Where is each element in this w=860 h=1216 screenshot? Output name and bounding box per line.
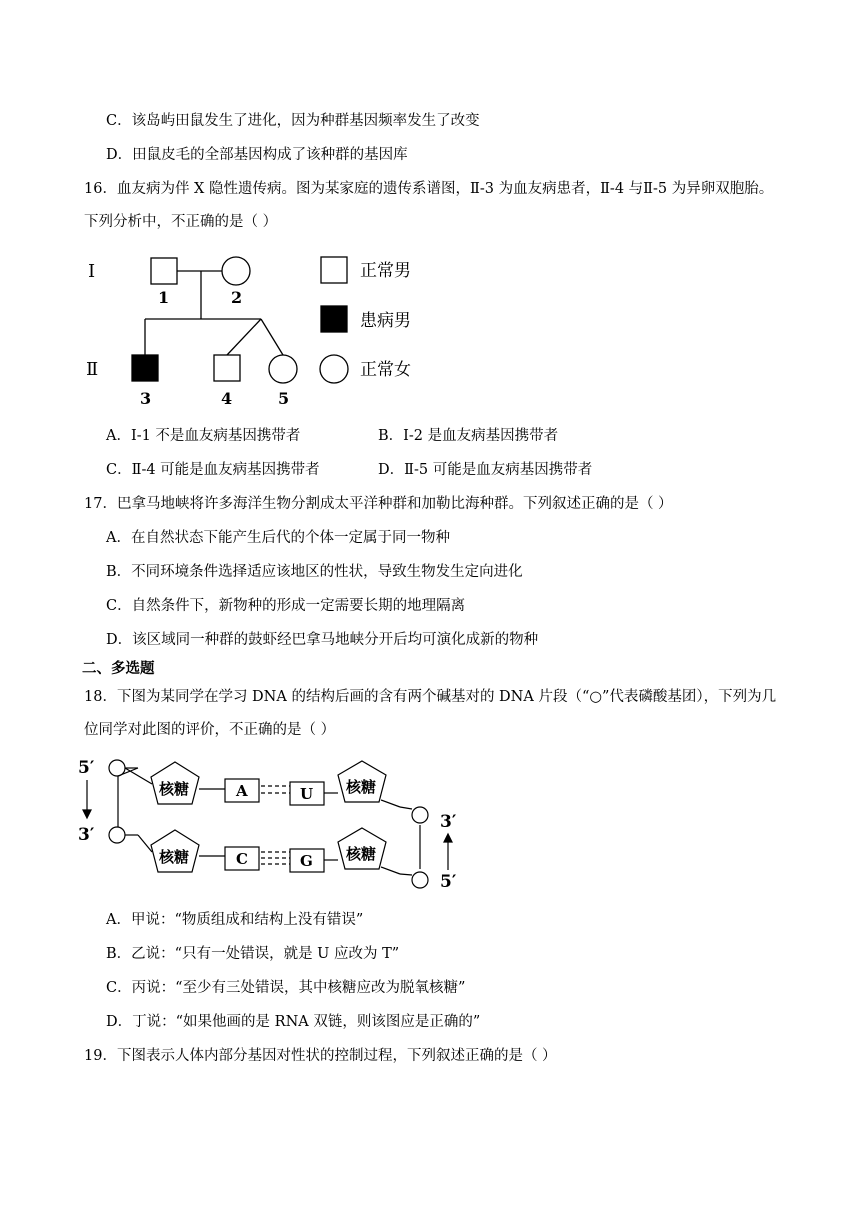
generation-II-label: Ⅱ <box>86 359 99 380</box>
q19-stem: 19．下图表示人体内部分基因对性状的控制过程，下列叙述正确的是（ ） <box>84 1048 557 1064</box>
sugar-label-right-bottom: 核糖 <box>346 845 377 863</box>
q16-option-d: D．Ⅱ-5 可能是血友病基因携带者 <box>378 462 593 478</box>
q16-option-c: C．Ⅱ-4 可能是血友病基因携带者 <box>106 462 320 478</box>
base-label-C: C <box>236 850 248 868</box>
base-label-U: U <box>300 785 314 803</box>
q18-option-b: B．乙说：“只有一处错误，就是 U 应改为 T” <box>106 946 400 962</box>
label-3prime-right: 3′ <box>440 812 457 832</box>
q17-option-d: D．该区域同一种群的鼓虾经巴拿马地峡分开后均可演化成新的物种 <box>106 632 539 648</box>
generation-I-label: Ⅰ <box>88 261 96 282</box>
legend-normal-male-label: 正常男 <box>360 261 411 281</box>
sugar-label-left-bottom: 核糖 <box>159 848 190 866</box>
legend-affected-male-label: 患病男 <box>360 311 411 331</box>
pedigree-chart <box>78 248 438 413</box>
legend-normal-female-label: 正常女 <box>360 360 411 380</box>
phosphate-right-top <box>412 807 428 823</box>
base-label-G: G <box>300 852 313 870</box>
label-5prime-left: 5′ <box>78 758 95 778</box>
legend-normal-male-symbol <box>321 257 347 283</box>
phosphate-left-bottom <box>109 827 125 843</box>
individual-II-5 <box>269 355 297 383</box>
q17-option-a: A．在自然状态下能产生后代的个体一定属于同一物种 <box>106 530 450 546</box>
individual-II-4 <box>214 355 240 381</box>
individual-I-1 <box>151 258 177 284</box>
sugar-label-right-top: 核糖 <box>346 778 377 796</box>
q16-option-b: B．Ⅰ-2 是血友病基因携带者 <box>378 428 559 444</box>
label-5: 5 <box>278 389 290 408</box>
label-4: 4 <box>221 389 233 408</box>
q16-stem-line2: 下列分析中，不正确的是（ ） <box>84 214 278 230</box>
q18-stem-line2: 位同学对此图的评价，不正确的是（ ） <box>84 722 336 738</box>
label-3prime-left: 3′ <box>78 825 95 845</box>
sugar-label-left-top: 核糖 <box>159 780 190 798</box>
dna-fragment-diagram <box>76 752 476 897</box>
individual-II-3 <box>132 355 158 381</box>
base-label-A: A <box>236 782 248 800</box>
legend-affected-male-symbol <box>321 306 347 332</box>
q15-option-c: C．该岛屿田鼠发生了进化，因为种群基因频率发生了改变 <box>106 113 480 129</box>
q17-stem: 17．巴拿马地峡将许多海洋生物分割成太平洋种群和加勒比海种群。下列叙述正确的是（ ） <box>84 496 673 512</box>
q18-stem-line1: 18．下图为某同学在学习 DNA 的结构后画的含有两个碱基对的 DNA 片段（“○”代表磷酸基团），下列为几 <box>84 689 777 705</box>
label-3: 3 <box>140 389 152 408</box>
section-heading: 二、多选题 <box>82 660 155 677</box>
q18-option-a: A．甲说：“物质组成和结构上没有错误” <box>106 912 364 928</box>
q18-option-d: D．丁说：“如果他画的是 RNA 双链，则该图应是正确的” <box>106 1014 481 1030</box>
q16-stem-line1: 16．血友病为伴 X 隐性遗传病。图为某家庭的遗传系谱图，Ⅱ-3 为血友病患者，Ⅱ-4 与Ⅱ-5 为异卵双胞胎。 <box>84 181 774 197</box>
phosphate-right-bottom <box>412 872 428 888</box>
q16-option-a: A．Ⅰ-1 不是血友病基因携带者 <box>106 428 301 444</box>
label-5prime-right: 5′ <box>440 872 457 892</box>
q17-option-c: C．自然条件下，新物种的形成一定需要长期的地理隔离 <box>106 598 466 614</box>
q18-option-c: C．丙说：“至少有三处错误，其中核糖应改为脱氧核糖” <box>106 980 466 996</box>
individual-I-2 <box>222 257 250 285</box>
q17-option-b: B．不同环境条件选择适应该地区的性状，导致生物发生定向进化 <box>106 564 523 580</box>
legend-normal-female-symbol <box>320 355 348 383</box>
label-1: 1 <box>158 288 170 307</box>
q15-option-d: D．田鼠皮毛的全部基因构成了该种群的基因库 <box>106 147 408 163</box>
label-2: 2 <box>231 288 243 307</box>
